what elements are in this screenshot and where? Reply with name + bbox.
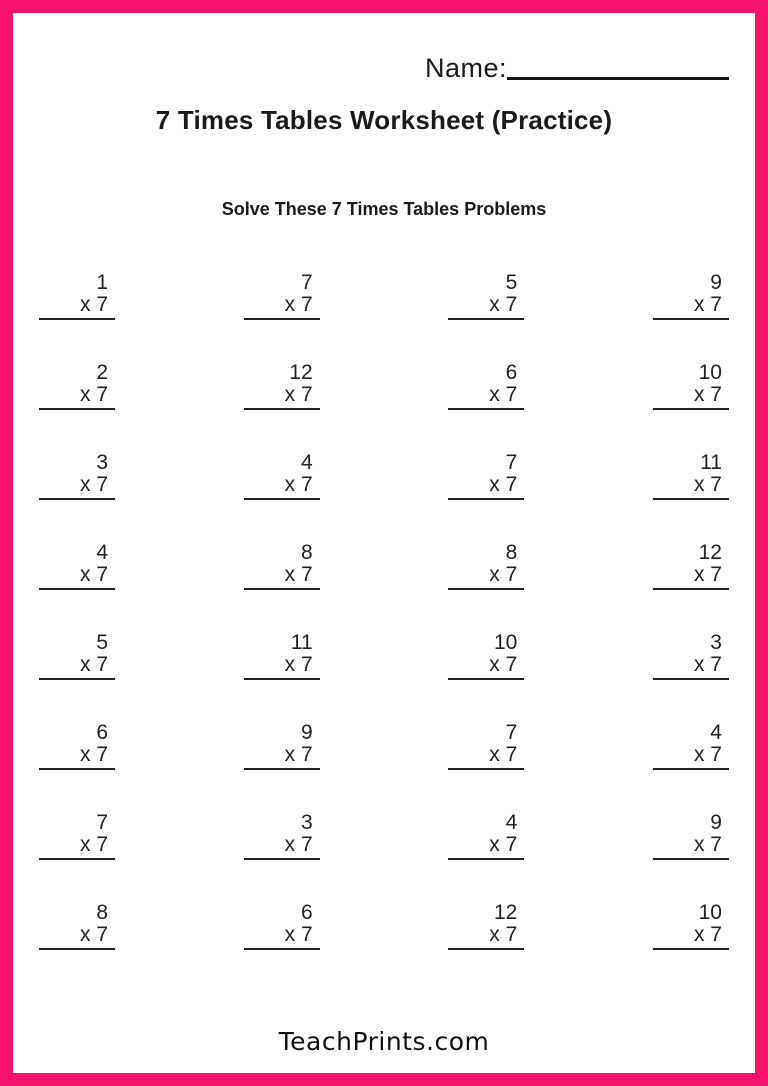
multiplicand: 6 xyxy=(505,361,518,384)
problems-grid xyxy=(13,272,755,950)
multiplicand: 8 xyxy=(96,901,108,924)
multiplier: x 7 xyxy=(79,293,108,316)
multiplication-problem xyxy=(244,362,320,410)
multiplier: x 7 xyxy=(489,293,518,316)
multiplier: x 7 xyxy=(79,923,108,946)
multiplier: x 7 xyxy=(489,473,518,496)
multiplier: x 7 xyxy=(79,563,108,586)
multiplier: x 7 xyxy=(489,833,518,856)
multiplier: x 7 xyxy=(693,293,722,316)
multiplicand: 7 xyxy=(96,811,108,834)
multiplication-problem xyxy=(39,632,115,680)
multiplication-problem xyxy=(244,272,320,320)
multiplication-problem xyxy=(39,272,115,320)
multiplication-problem xyxy=(448,812,524,860)
multiplicand: 6 xyxy=(300,901,313,924)
worksheet-instructions: Solve These 7 Times Tables Problems xyxy=(221,199,547,219)
multiplication-problem xyxy=(39,362,115,410)
multiplicand: 8 xyxy=(300,541,313,564)
multiplier: x 7 xyxy=(79,653,108,676)
multiplier: x 7 xyxy=(693,833,722,856)
multiplication-problem xyxy=(653,902,729,950)
multiplication-problem xyxy=(448,902,524,950)
multiplicand: 9 xyxy=(300,721,313,744)
multiplicand: 11 xyxy=(290,631,313,654)
multiplicand: 4 xyxy=(710,721,722,744)
multiplier: x 7 xyxy=(79,743,108,766)
name-label: Name: xyxy=(424,53,507,83)
multiplication-problem xyxy=(653,362,729,410)
multiplicand: 3 xyxy=(710,631,722,654)
multiplier: x 7 xyxy=(693,923,722,946)
multiplier: x 7 xyxy=(693,563,722,586)
multiplicand: 6 xyxy=(96,721,108,744)
multiplication-problem xyxy=(653,542,729,590)
multiplication-problem xyxy=(244,542,320,590)
multiplicand: 7 xyxy=(505,451,518,474)
multiplier: x 7 xyxy=(284,743,313,766)
multiplicand: 1 xyxy=(96,271,108,294)
multiplication-problem xyxy=(39,452,115,500)
multiplier: x 7 xyxy=(489,653,518,676)
multiplier: x 7 xyxy=(284,653,313,676)
multiplicand: 5 xyxy=(505,271,518,294)
multiplication-problem xyxy=(39,812,115,860)
multiplier: x 7 xyxy=(79,383,108,406)
multiplication-problem xyxy=(448,632,524,680)
multiplication-problem xyxy=(448,362,524,410)
multiplicand: 10 xyxy=(698,361,722,384)
name-row xyxy=(13,13,755,83)
multiplier: x 7 xyxy=(693,473,722,496)
multiplier: x 7 xyxy=(489,383,518,406)
multiplier: x 7 xyxy=(284,293,313,316)
multiplier: x 7 xyxy=(284,383,313,406)
multiplication-problem xyxy=(653,452,729,500)
multiplicand: 5 xyxy=(96,631,108,654)
multiplicand: 7 xyxy=(300,271,313,294)
multiplier: x 7 xyxy=(79,473,108,496)
multiplicand: 12 xyxy=(493,901,518,924)
multiplier: x 7 xyxy=(284,563,313,586)
multiplicand: 2 xyxy=(96,361,108,384)
multiplicand: 9 xyxy=(710,271,722,294)
multiplication-problem xyxy=(244,812,320,860)
multiplicand: 9 xyxy=(710,811,722,834)
multiplier: x 7 xyxy=(693,653,722,676)
multiplicand: 3 xyxy=(96,451,108,474)
multiplication-problem xyxy=(244,632,320,680)
multiplication-problem xyxy=(448,722,524,770)
multiplication-problem xyxy=(244,452,320,500)
multiplication-problem xyxy=(244,902,320,950)
multiplication-problem xyxy=(39,722,115,770)
multiplication-problem xyxy=(653,812,729,860)
footer-brand: TeachPrints.com xyxy=(278,1027,490,1056)
multiplicand: 3 xyxy=(300,811,313,834)
multiplicand: 4 xyxy=(300,451,313,474)
multiplicand: 10 xyxy=(698,901,722,924)
multiplier: x 7 xyxy=(693,383,722,406)
multiplication-problem xyxy=(39,902,115,950)
multiplicand: 11 xyxy=(700,451,722,474)
multiplication-problem xyxy=(244,722,320,770)
multiplicand: 12 xyxy=(289,361,313,384)
multiplicand: 4 xyxy=(96,541,108,564)
multiplication-problem xyxy=(39,542,115,590)
multiplier: x 7 xyxy=(284,473,313,496)
multiplier: x 7 xyxy=(79,833,108,856)
worksheet-title: 7 Times Tables Worksheet (Practice) xyxy=(155,105,613,135)
multiplicand: 10 xyxy=(493,631,518,654)
multiplier: x 7 xyxy=(693,743,722,766)
multiplier: x 7 xyxy=(489,743,518,766)
multiplication-problem xyxy=(653,632,729,680)
multiplier: x 7 xyxy=(489,563,518,586)
multiplicand: 7 xyxy=(505,721,518,744)
multiplication-problem xyxy=(448,542,524,590)
multiplication-problem xyxy=(653,272,729,320)
multiplication-problem xyxy=(448,452,524,500)
name-blank-line xyxy=(507,77,729,80)
multiplicand: 12 xyxy=(698,541,722,564)
multiplication-problem xyxy=(448,272,524,320)
multiplier: x 7 xyxy=(284,923,313,946)
multiplier: x 7 xyxy=(284,833,313,856)
multiplicand: 8 xyxy=(505,541,518,564)
multiplier: x 7 xyxy=(489,923,518,946)
multiplicand: 4 xyxy=(505,811,518,834)
multiplication-problem xyxy=(653,722,729,770)
